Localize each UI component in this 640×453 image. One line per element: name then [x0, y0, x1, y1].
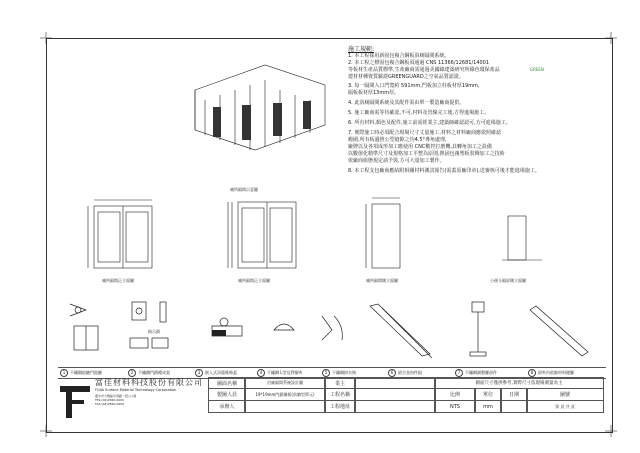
note-line: 8. 本工程支包廠商應結附相關材料測試報告(需蓋原廠印章),送審核可後才能進場施工。	[348, 168, 540, 174]
note-line: 建材材種資質驗證GREENGUARD之空氣品質認證。	[348, 74, 464, 80]
front-elevation-1	[82, 196, 162, 276]
project-label: 工程名稱	[324, 388, 356, 401]
note-line: 5. 施工廠商需等待確認,不可,材料及管線完工後,方得進場施工。	[348, 110, 490, 116]
company-address: 臺中市大雅區中清路一段○○號 TEL:(04)2560-0000 FAX:(04)2560-0000	[95, 394, 137, 406]
note-line: 以數值化精準尺寸及規格加工平整為原則,熱固包複塑板裝飾加工之技術	[348, 151, 505, 157]
scale-label: 比例	[434, 388, 476, 401]
approver-value	[244, 400, 326, 413]
note-line: 等板材生產品質標準,生產廠商需通過美國綠建築研究所綠色環保產品	[348, 67, 500, 73]
unit-value: mm	[474, 400, 502, 413]
legend-item-6: 6 鋁合金扣件組	[388, 369, 422, 377]
caption-side: 廁所隔間側立面圖	[366, 278, 398, 283]
side-elevation	[350, 196, 420, 276]
drawing-name-sub: 19*19mm門鎖鋼板(前牆型單元)	[244, 388, 326, 401]
legend-item-4: 4 不鏽鋼 L型及對腳夾	[257, 369, 303, 377]
legend-item-3: 3 嵌入式清潔維修蓋	[195, 369, 237, 377]
unit-label: 單位	[474, 388, 502, 401]
scale-value: NTS	[434, 400, 476, 413]
note-line: 隔板板材厚13mm厚。	[348, 90, 400, 96]
page-count: 第 頁 共 頁	[526, 400, 604, 413]
caption-urinal: 小便斗隔屏側立面圖	[490, 278, 526, 283]
site-value	[354, 400, 436, 413]
approver-label: 承辦人	[208, 400, 246, 413]
date-value	[500, 400, 528, 413]
parts-drawings	[52, 296, 612, 366]
note-line: 6. 所有材料,顏色及配件,施工前需經業主,建築師確認認可,方可進場施工。	[348, 120, 511, 126]
caption-front-1: 廁所隔間正立面圖	[102, 278, 134, 283]
legend-item-5: 5 不鏽鋼掛衣鉤	[322, 369, 356, 377]
part-caption-lock: 指示鎖	[148, 329, 160, 334]
legend-item-2: 2 不鏽鋼門鎖總成架	[128, 369, 170, 377]
legend-item-1: 1 不鏽鋼鉸鏈門鉸鏈	[60, 369, 102, 377]
urinal-elevation	[492, 206, 552, 276]
company-logo	[58, 380, 92, 424]
drafter-label: 製圖人員	[208, 388, 246, 401]
note-line: 2. 本工程之標固包複合鋼板須通過 CNS 11366/12681/14001	[348, 60, 490, 66]
note-line: 範圍,所有板邊推公型縫隙之均4.5°導角處理,	[348, 137, 447, 143]
company-name: 富佳材料科技股份有限公司	[95, 378, 203, 387]
notes-title: 施工規範:	[348, 46, 375, 53]
eco-badge: GREEN	[530, 67, 544, 72]
drawing-no-label: 圖號	[526, 388, 604, 401]
front-elevation-2	[218, 196, 308, 276]
note-line: 4. 此浴廁隔間系統及其配件需由單一製造廠商提供。	[348, 100, 465, 106]
note-line: 依廠商組態規定請予裝,方可大量加工製作。	[348, 158, 445, 164]
caption-isometric: 廁所隔間示意圖	[230, 187, 258, 192]
note-line: 廠牌以及各項成形加工應使用 CNC數控打磨機,其轉角加工之設備	[348, 144, 492, 150]
note-line: 1. 本工程採用新固包複合鋼板浴廁隔間系統。	[348, 53, 450, 59]
company-name-en: FUJIA Surface Material Technology Corporation	[95, 388, 177, 392]
drawing-name-label: 圖面名稱	[208, 377, 246, 389]
legend-item-8: 8 鋁夾內收縮材料邊腳	[528, 369, 574, 377]
date-label: 日期	[500, 388, 528, 401]
note-line: 3. 每一隔間入口門寬約 591mm,門板加立柱板材厚19mm,	[348, 83, 480, 89]
caption-front-2: 廁所隔間正立面圖	[238, 278, 270, 283]
legend-item-7: 7 不鏽鋼調整腳部件	[455, 369, 497, 377]
isometric-drawing	[185, 55, 335, 175]
drawing-name: 浴廁隔間系統設計圖	[244, 377, 326, 389]
site-label: 工程地址	[324, 400, 356, 413]
note-line: 7. 實際施工時必須配合現場尺寸丈量施工,材料之材料廠商應依照確認	[348, 130, 501, 136]
remark: 圖面尺寸僅供參考,實際尺寸依現場測量為主	[434, 377, 604, 389]
owner-label: 業主	[324, 377, 356, 389]
